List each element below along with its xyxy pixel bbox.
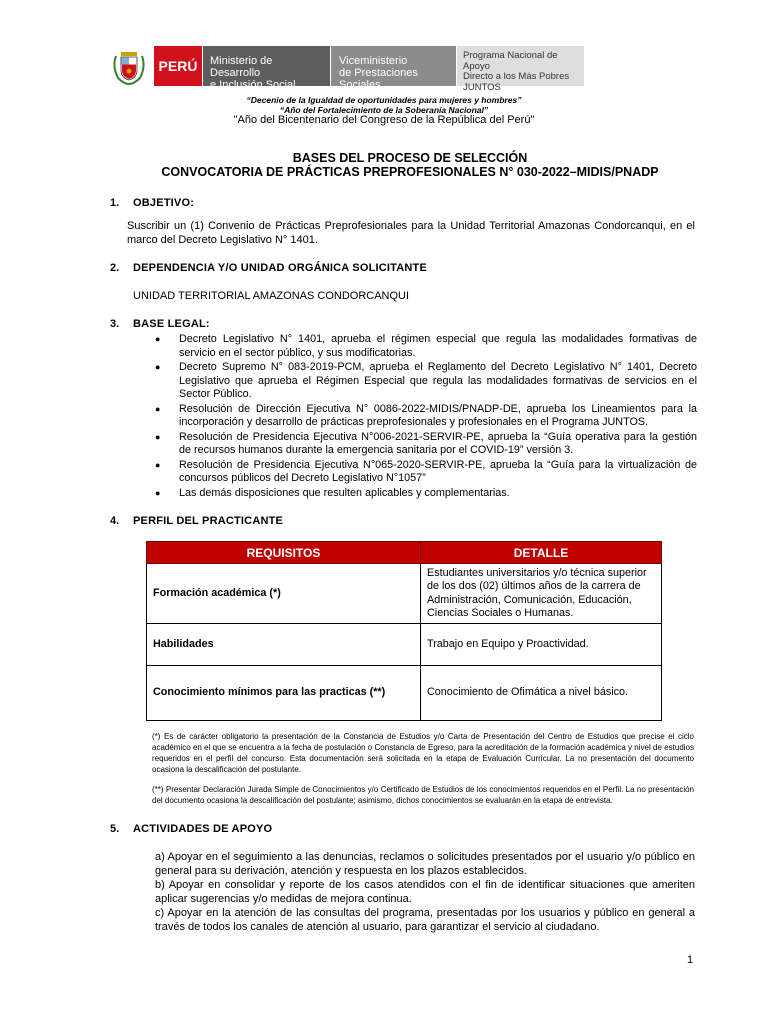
actividades-list [155, 850, 695, 934]
viceministry-line-1: Viceministerio [339, 55, 408, 67]
header-logo-bar [110, 46, 584, 93]
perfil-table [146, 541, 662, 721]
program-label [456, 46, 584, 93]
list-item [152, 333, 697, 360]
program-line-1: Programa Nacional de Apoyo [463, 50, 558, 72]
bullet-icon: ● [155, 459, 161, 470]
peru-coat-of-arms-icon [110, 46, 148, 86]
section-1-title: OBJETIVO: [133, 197, 195, 209]
list-item [152, 403, 697, 430]
bullet-icon: ● [155, 362, 161, 372]
list-item-text: Decreto Legislativo N° 1401, aprueba el régimen especial que regula las modalidades formativas de servicio en el sector público, y sus modificatorias. [179, 333, 697, 359]
actividad-a: a) Apoyar en el seguimiento a las denuncias, reclamos o solicitudes presentados por el usuario y/o público en general para su derivación, atención y respuesta en los plazos establecidos. [155, 851, 695, 877]
peru-label: PERÚ [154, 46, 202, 86]
bullet-icon: ● [155, 487, 161, 498]
doc-title: BASES DEL PROCESO DE SELECCIÓN [292, 151, 528, 165]
decenio-line: “Decenio de la Igualdad de oportunidades para mujeres y hombres” [246, 95, 522, 105]
table-row [147, 666, 662, 721]
requisito-cell: Formación académica (*) [147, 564, 421, 624]
viceministry-label [330, 46, 456, 91]
list-item [152, 487, 697, 501]
anio-line: "Año del Bicentenario del Congreso de la República del Perú" [233, 114, 535, 126]
actividad-c: c) Apoyar en la atención de las consultas del programa, presentadas por los usuarios y público en general a través de todos los canales de atención al usuario, para garantizar el servicio al ciudadano. [155, 907, 695, 933]
base-legal-list [152, 333, 697, 501]
list-item-text: Resolución de Presidencia Ejecutiva N°006-2021-SERVIR-PE, aprueba la “Guía operativa para la gestión de recursos humanos durante la emergencia sanitaria por el COVID-19” versión 3. [179, 430, 697, 456]
footnote-2: (**) Presentar Declaración Jurada Simple de Conocimientos y/o Certificado de Estudios de los conocimientos requeridos en el Perfil. La no presentación del documento ocasiona la descalificación del postulante; asimismo, dichos conocimientos se evaluarán en la etapa de entrevista. [152, 785, 694, 805]
fortalecimiento-line: “Año del Fortalecimiento de la Soberanía Nacional” [279, 105, 489, 115]
section-3-number: 3. [110, 318, 120, 330]
program-line-3: JUNTOS [463, 81, 501, 93]
header-requisitos: REQUISITOS [147, 542, 421, 564]
detalle-cell: Trabajo en Equipo y Proactividad. [421, 624, 662, 666]
detalle-cell: Conocimiento de Ofimática a nivel básico. [421, 666, 662, 721]
section-2-number: 2. [110, 262, 120, 274]
table-row [147, 564, 662, 624]
header-detalle: DETALLE [421, 542, 662, 564]
list-item [152, 431, 697, 458]
list-item-text: Las demás disposiciones que resulten aplicables y complementarias. [179, 486, 510, 499]
detalle-cell: Estudiantes universitarios y/o técnica superior de los dos (02) últimos años de la carrera de Administración, Comunicación, Educación, Ciencias Sociales o Humanas. [421, 564, 662, 624]
dependencia-text: UNIDAD TERRITORIAL AMAZONAS CONDORCANQUI [133, 290, 410, 302]
section-5-title: ACTIVIDADES DE APOYO [133, 823, 273, 835]
program-line-2: Directo a los Más Pobres [463, 71, 570, 82]
list-item-text: Resolución de Presidencia Ejecutiva N°065-2020-SERVIR-PE, aprueba la “Guía para la virtualización de concursos públicos del Decreto Legislativo N°1057” [179, 458, 697, 484]
ministry-line-1: Ministerio de Desarrollo [210, 55, 273, 79]
ministry-label [202, 46, 330, 91]
page-number: 1 [687, 954, 694, 966]
requisito-cell: Habilidades [147, 624, 421, 666]
viceministry-line-2: de Prestaciones Sociales [339, 67, 418, 91]
bullet-icon: ● [155, 334, 161, 344]
list-item [152, 459, 697, 486]
bullet-icon: ● [155, 431, 161, 442]
bullet-icon: ● [155, 403, 161, 414]
section-2-title: DEPENDENCIA Y/O UNIDAD ORGÁNICA SOLICITANTE [133, 262, 428, 274]
footnote-1: (*) Es de carácter obligatorio la presentación de la Constancia de Estudios y/o Carta de Presentación del Centro de Estudios que precise el ciclo académico en el que se encuentra a la fecha de postulación o Constancia de Egreso, para la acreditación de la formación académica y nivel de estudios requeridos en el perfil del concurso. Esta documentación será solicitada en la etapa de Evaluación Curricular. La no presentación del documento ocasiona la descalificación del postulante. [152, 732, 694, 774]
section-5-number: 5. [110, 823, 120, 835]
requisito-cell: Conocimiento mínimos para las practicas (**) [147, 666, 421, 721]
section-4-title: PERFIL DEL PRACTICANTE [133, 515, 284, 527]
section-3-title: BASE LEGAL: [133, 318, 210, 330]
actividad-b: b) Apoyar en consolidar y reporte de los casos atendidos con el fin de identificar situaciones que ameriten aplicar sugerencias y/o medidas de mejora continua. [155, 879, 695, 905]
list-item [152, 361, 697, 402]
list-item-text: Resolución de Dirección Ejecutiva N° 0086-2022-MIDIS/PNADP-DE, aprueba los Lineamientos para la incorporación y desarrollo de prácticas preprofesionales y profesionales en el Programa JUNTOS. [179, 402, 697, 428]
objetivo-text: Suscribir un (1) Convenio de Prácticas Preprofesionales para la Unidad Territorial Amazonas Condorcanqui, en el marco del Decreto Legislativo N° 1401. [127, 220, 695, 246]
doc-subtitle: CONVOCATORIA DE PRÁCTICAS PREPROFESIONALES N° 030-2022–MIDIS/PNADP [161, 165, 659, 179]
ministry-line-2: e Inclusión Social [210, 79, 296, 91]
section-1-number: 1. [110, 197, 120, 209]
list-item-text: Decreto Supremo N° 083-2019-PCM, aprueba el Reglamento del Decreto Legislativo N° 1401, Decreto Legislativo que aprueba el Régimen Especial que regula las modalidades formativas de servicios en el Sector Público. [179, 361, 697, 400]
table-header-row [147, 542, 662, 564]
section-4-number: 4. [110, 515, 120, 527]
table-row [147, 624, 662, 666]
